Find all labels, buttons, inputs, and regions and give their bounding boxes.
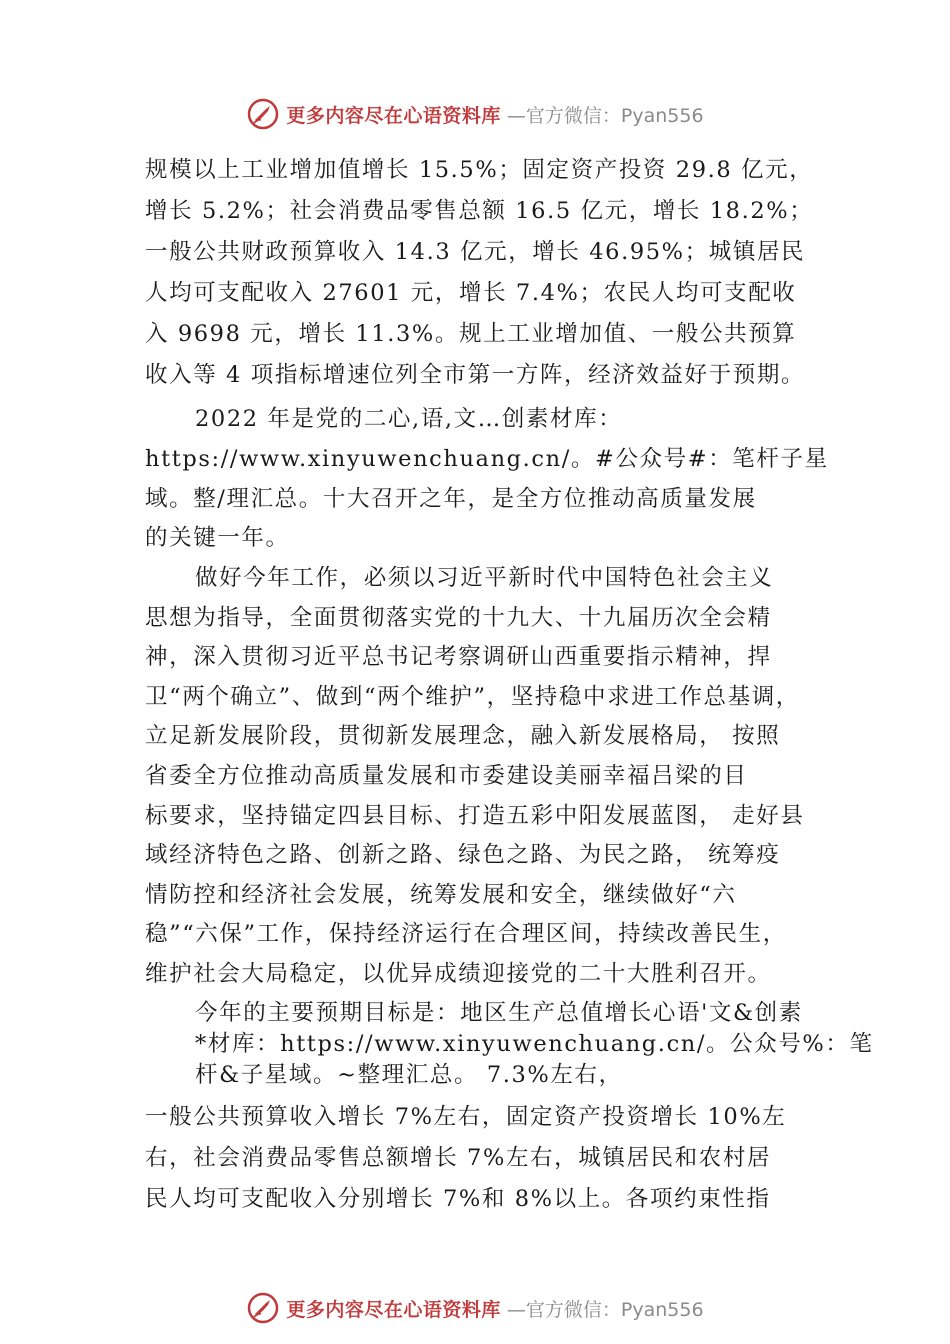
text-line: 域。整/理汇总。十大召开之年，是全方位推动高质量发展 <box>145 486 757 512</box>
text-line: 右，社会消费品零售总额增长 7%左右，城镇居民和农村居 <box>145 1145 772 1171</box>
brush-logo-icon <box>246 97 280 131</box>
watermark-banner-top <box>0 94 950 134</box>
text-line: 增长 5.2%；社会消费品零售总额 16.5 亿元，增长 18.2%； <box>145 198 814 224</box>
watermark-banner-bottom <box>0 1288 950 1328</box>
text-line: 今年的主要预期目标是：地区生产总值增长心语'文&创素 <box>195 1000 803 1026</box>
watermark-gray-text: —官方微信：Pyan556 <box>506 1298 704 1321</box>
text-line: 标要求，坚持锚定四县目标、打造五彩中阳发展蓝图， 走好县 <box>145 803 805 829</box>
watermark-red-text: 更多内容尽在心语资料库 <box>286 104 501 127</box>
text-line: 卫“两个确立”、做到“两个维护”，坚持稳中求进工作总基调， <box>145 684 800 710</box>
text-line: 立足新发展阶段，贯彻新发展理念，融入新发展格局， 按照 <box>145 723 781 749</box>
text-line: 神，深入贯彻习近平总书记考察调研山西重要指示精神，捍 <box>145 644 772 670</box>
text-line: 2022 年是党的二心,语,文…创素材库： <box>195 406 623 432</box>
text-line: https://www.xinyuwenchuang.cn/。#公众号#：笔杆子星 <box>145 446 829 472</box>
text-line: 情防控和经济社会发展，统筹发展和安全，继续做好“六 <box>145 882 737 908</box>
text-line: 的关键一年。 <box>145 525 290 551</box>
watermark-gray-text: —官方微信：Pyan556 <box>506 104 704 127</box>
text-line: 入 9698 元，增长 11.3%。规上工业增加值、一般公共预算 <box>145 321 797 347</box>
text-line: 省委全方位推动高质量发展和市委建设美丽幸福吕梁的目 <box>145 763 748 789</box>
text-line: 维护社会大局稳定，以优异成绩迎接党的二十大胜利召开。 <box>145 961 772 987</box>
brush-logo-icon <box>246 1291 280 1325</box>
text-line: 域经济特色之路、创新之路、绿色之路、为民之路， 统筹疫 <box>145 842 781 868</box>
text-line: 一般公共财政预算收入 14.3 亿元，增长 46.95%；城镇居民 <box>145 239 806 265</box>
watermark-red-text: 更多内容尽在心语资料库 <box>286 1298 501 1321</box>
text-line: 杆&子星域。~整理汇总。 7.3%左右， <box>195 1062 623 1088</box>
text-line: 收入等 4 项指标增速位列全市第一方阵，经济效益好于预期。 <box>145 362 806 388</box>
text-line: *材库：https://www.xinyuwenchuang.cn/。公众号%：笔 <box>195 1031 874 1057</box>
text-line: 一般公共预算收入增长 7%左右，固定资产投资增长 10%左 <box>145 1104 787 1130</box>
text-line: 稳”“六保”工作，保持经济运行在合理区间，持续改善民生， <box>145 921 787 947</box>
text-line: 人均可支配收入 27601 元，增长 7.4%；农民人均可支配收 <box>145 280 797 306</box>
text-line: 思想为指导，全面贯彻落实党的十九大、十九届历次全会精 <box>145 605 772 631</box>
text-line: 做好今年工作，必须以习近平新时代中国特色社会主义 <box>195 565 774 591</box>
text-line: 民人均可支配收入分别增长 7%和 8%以上。各项约束性指 <box>145 1186 771 1212</box>
text-line: 规模以上工业增加值增长 15.5%；固定资产投资 29.8 亿元， <box>145 157 814 183</box>
